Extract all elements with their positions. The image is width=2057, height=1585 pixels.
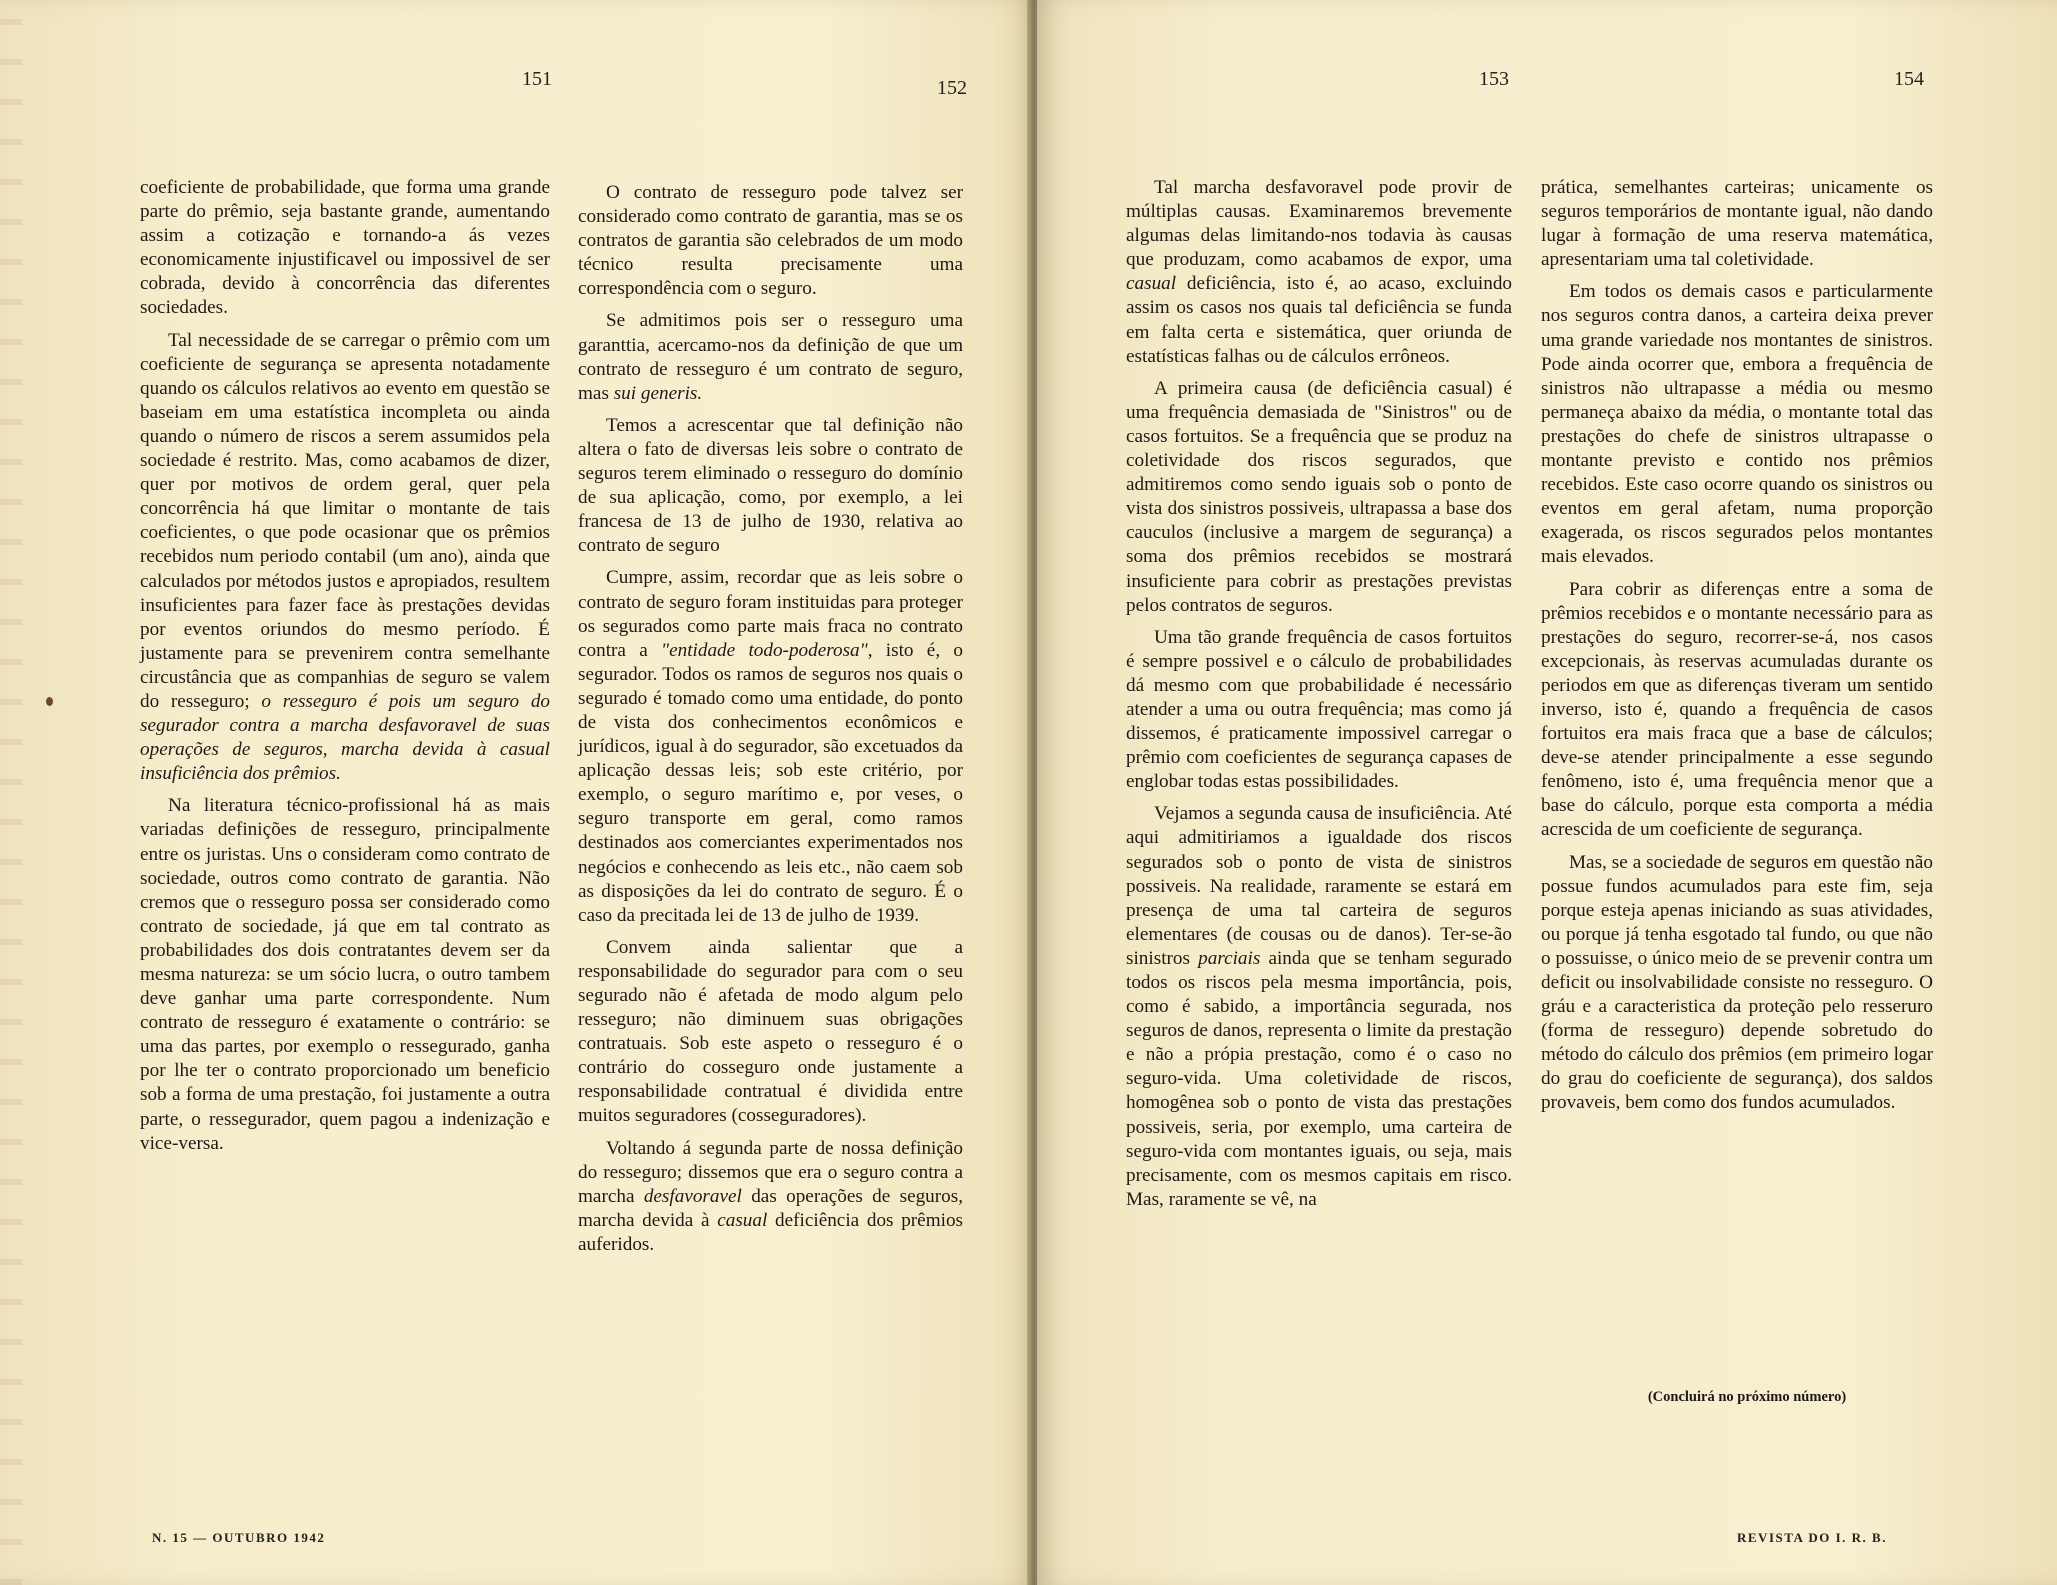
column-page-152 [578, 181, 963, 1265]
paragraph [1126, 802, 1512, 1212]
paragraph: Mas, se a sociedade de seguros em questão não possue fundos acumulados para este fim, seja porque esteja apenas iniciando as suas atividades, ou porque já tenha esgotado tal fundo, ou que não o possuisse, o único meio de se prevenir contra um deficit ou insolvabilidade consiste no resseguro. O gráu e a caracteristica da proteção pelo resseruro (forma de resseguro) depende sobretudo do método do cálculo dos prêmios (em primeiro logar do grau do coeficiente de segurança), dos saldos provaveis, bem como dos fundos acumulados. [1541, 851, 1933, 1114]
paragraph-text: das operações de seguros, marcha devida à [578, 1185, 964, 1231]
page-number-152: 152 [937, 77, 967, 99]
paragraph: Para cobrir as diferenças entre a soma de prêmios recebidos e o montante necessário para as prestações do seguro, recorrer-se-á, nos casos excepcionais, às reservas acumuladas durante os periodos em que as diferenças tiveram um sentido inverso, isto é, quando a frequência de casos fortuitos era mais fraca que a base de cálculos; deve-se atender principalmente a esse segundo fenômeno, isto é, uma frequência menor que a base do cálculo, porque esta comporta a média acrescida de um coeficiente de segurança. [1541, 578, 1933, 841]
italic-term: desfavoravel [643, 1185, 742, 1207]
italic-term: "entidade todo-poderosa" [661, 639, 868, 661]
ink-speck [46, 697, 53, 706]
paragraph-text: deficiência dos prêmios auferidos. [578, 1209, 964, 1255]
paragraph [578, 1137, 963, 1257]
paragraph: Convem ainda salientar que a responsabilidade do segurador para com o seu segurado não é afetada de modo algum pelo resseguro; não diminuem suas obrigações contratuais. Sob este aspeto o resseguro é o contrário do cosseguro onde justamente a responsabilidade contratual é dividida entre muitos seguradores (cosseguradores). [578, 936, 963, 1127]
paragraph-text: Vejamos a segunda causa de insuficiência. Até aqui admitiriamos a igualdade dos riscos segurados sob o ponto de vista de sinistros possiveis. Na realidade, raramente se estará em presença de uma tal carteira de seguros elementares (de cousas ou de danos). Ter-se-ão sinistros [1126, 803, 1512, 969]
paragraph: Em todos os demais casos e particularmente nos seguros contra danos, a carteira deixa prever uma grande variedade nos montantes de sinistros. Pode ainda ocorrer que, embora a frequência de sinistros não ultrapasse a média ou mesmo permaneça abaixo da média, o montante total das prestações do chefe de sinistros ultrapasse o montante previsto e contido nos prêmios recebidos. Este caso ocorre quando os sinistros ou eventos em geral afetam, numa proporção exagerada, os riscos segurados pelos montantes mais elevados. [1541, 281, 1933, 568]
column-page-153 [1126, 176, 1512, 1220]
footer-journal: REVISTA DO I. R. B. [1737, 1530, 1887, 1545]
paragraph-text: Cumpre, assim, recordar que as leis sobre o contrato de seguro foram instituidas para proteger os segurados como parte mais fraca no contrato contra a [578, 567, 963, 661]
paragraph: O contrato de resseguro pode talvez ser considerado como contrato de garantia, mas se os contratos de garantia são celebrados de um modo técnico resulta precisamente uma correspondência com o seguro. [578, 182, 963, 300]
paragraph-text: Tal necessidade de se carregar o prêmio com um coeficiente de segurança se apresenta notadamente quando os cálculos relativos ao evento em questão se baseiam em uma estatística incompleta ou ainda quando o número de riscos a serem assumidos pela sociedade é restrito. Mas, como acabamos de dizer, quer por motivos de ordem geral, quer pela concorrência há que limitar o montante de tais coeficientes, o que pode ocasionar que os prêmios recebidos num periodo contabil (um ano), ainda que calculados por métodos justos e apropiados, resultem insuficientes para fazer face às prestações devidas por eventos oriundos do mesmo período. É justamente para se prevenirem contra semelhante circustância que as companhias de seguro se valem do resseguro; [140, 329, 550, 712]
paragraph [578, 309, 963, 405]
paragraph: Uma tão grande frequência de casos fortuitos é sempre possivel e o cálculo de probabilidades dá mesmo com que probabilidade é necessário atender a uma ou outra frequência; mas como já dissemos, é praticamente impossivel carregar o prêmio com coeficientes de segurança capases de englobar todas estas possibilidades. [1126, 626, 1512, 793]
paragraph [1126, 176, 1512, 369]
italic-term: parciais [1198, 947, 1261, 969]
paragraph: prática, semelhantes carteiras; unicamente os seguros temporários de montante igual, não dando lugar à formação de uma reserva matemática, apresentariam uma tal coletividade. [1541, 177, 1933, 271]
paragraph-text: , isto é, o segurador. Todos os ramos de seguros nos quais o segurado é tomado como uma entidade, do ponto de vista dos conhecimentos econômicos e jurídicos, igual à do segurador, são excetuados da aplicação dessas leis; sob este critério, por exemplo, o seguro marítimo e, por veses, o seguro transporte em geral, como ramos destinados aos comerciantes experimentados nos negócios e conhecendo as leis etc., não caem sob as disposições da lei do contrato de seguro. É o caso da precitada lei de 13 de julho de 1939. [578, 639, 963, 926]
paragraph: Na literatura técnico-profissional há as mais variadas definições de resseguro, principalmente entre os juristas. Uns o consideram como contrato de sociedade, outros como contrato de garantia. Não cremos que o resseguro possa ser considerado como contrato de sociedade, já que em tal contrato as probabilidades dos dois contratantes devem ser da mesma natureza: se um sócio lucra, o outro tambem deve ganhar uma parte correspondente. Num contrato de resseguro é exatamente o contrário: se uma das partes, por exemplo o ressegurado, ganha por lhe ter o contrato proporcionado um beneficio sob a forma de uma prestação, foi justamente a outra parte, o ressegurador, quem pagou a indenização e vice-versa. [140, 795, 550, 1154]
paragraph [140, 329, 550, 787]
paragraph-text: Tal marcha desfavoravel pode provir de múltiplas causas. Examinaremos brevemente algumas delas limitando-nos todavia às causas que produzam, como acabamos de expor, uma [1126, 177, 1512, 271]
paragraph-text: Se admitimos pois ser o resseguro uma garanttia, acercamo-nos da definição de que um contrato de resseguro é um contrato de seguro, mas [578, 310, 963, 404]
paragraph [578, 566, 963, 927]
column-page-154 [1541, 176, 1933, 1124]
page-number-151: 151 [522, 68, 552, 90]
right-page [1037, 0, 2057, 1585]
italic-term: casual [717, 1209, 768, 1231]
paragraph-text: ainda que se tenham segurado todos os riscos pela mesma importância, pois, como é sabido, a importância segurada, nos seguros de danos, representa o limite da prestação e não a própia prestação, como é o caso no seguro-vida. Uma coletividade de riscos, homogênea sob o ponto de vista das prestações possiveis, seria, por exemplo, uma carteira de seguro-vida com montantes iguais, ou seja, mais precisamente, com os mesmos capitais em risco. Mas, raramente se vê, na [1126, 947, 1512, 1210]
page-edge [0, 0, 22, 1585]
paragraph-text: Voltando á segunda parte de nossa definição do resseguro; dissemos que era o seguro contra a marcha [578, 1137, 963, 1207]
column-page-151 [140, 176, 550, 1164]
italic-definition: o resseguro é pois um seguro do segurador contra a marcha desfavoravel de suas operações de seguros, marcha devida à casual insuficiência dos prêmios. [140, 690, 551, 785]
italic-term: sui generis. [613, 382, 703, 404]
paragraph-text: deficiência, isto é, ao acaso, excluindo assim os casos nos quais tal deficiência se funda em falta certa e sistemática, quer oriunda de estatísticas falhas ou de cálculos errôneos. [1126, 273, 1513, 367]
footer-issue: N. 15 — OUTUBRO 1942 [152, 1530, 326, 1545]
italic-term: casual [1126, 273, 1177, 295]
page-number-154: 154 [1894, 68, 1924, 90]
page-number-153: 153 [1479, 68, 1509, 90]
paragraph: Temos a acrescentar que tal definição não altera o fato de diversas leis sobre o contrato de seguros terem eliminado o resseguro do domínio de sua aplicação, como, por exemplo, a lei francesa de 13 de julho de 1930, relativa ao contrato de seguro [578, 414, 963, 557]
paragraph: coeficiente de probabilidade, que forma uma grande parte do prêmio, seja bastante grande, aumentando assim a cotização e tornando-a ás vezes economicamente injustificavel ou impossivel de ser cobrada, devido à concorrência das diferentes sociedades. [140, 177, 550, 319]
paragraph: A primeira causa (de deficiência casual) é uma frequência demasiada de "Sinistros" ou de casos fortuitos. Se a frequência que se produz na coletividade dos riscos segurados, que admitiremos como sendo iguais sob o ponto de vista dos sinistros possiveis, ultrapassa a base dos cauculos (inclusive a margem de segurança) a soma dos prêmios recebidos se mostrará insuficiente para cobrir as prestações previstas pelos contratos de seguros. [1126, 377, 1512, 616]
continuation-note: (Concluirá no próximo número) [1647, 1389, 1847, 1405]
